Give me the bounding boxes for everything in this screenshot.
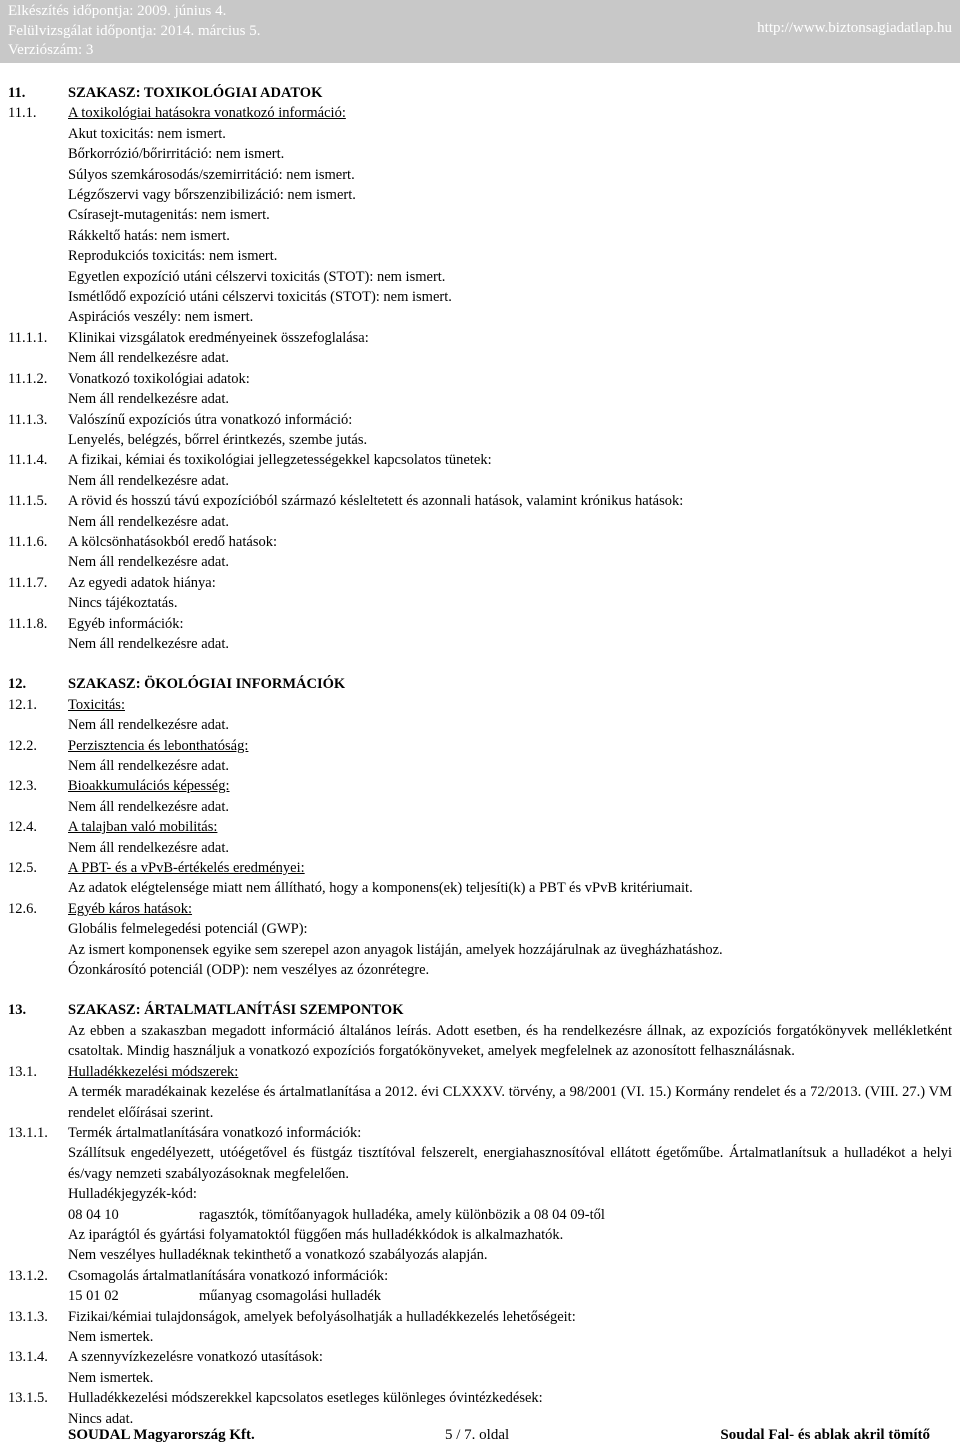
subsection-value: Nincs adat.	[68, 1410, 134, 1427]
tox-line: Ismétlődő expozíció utáni célszervi toxicitás (STOT): nem ismert.	[68, 289, 452, 306]
subsection-value: Nem áll rendelkezésre adat.	[68, 391, 230, 408]
subsection-value: Nem áll rendelkezésre adat.	[68, 839, 230, 856]
subsection-value: Nem áll rendelkezésre adat.	[68, 798, 230, 815]
section-11-1-heading: 11.1. A toxikológiai hatásokra vonatkozó információ:	[8, 105, 346, 122]
subsection-heading: 11.1.6. A kölcsönhatásokból eredő hatások:	[8, 533, 277, 550]
subsection-heading: 12.6. Egyéb káros hatások:	[8, 900, 193, 917]
subsection-value: Nem ismertek.	[68, 1328, 154, 1345]
subsection-value: Nem ismertek.	[68, 1369, 154, 1386]
tox-line: Légzőszervi vagy bőrszenzibilizáció: nem ismert.	[68, 187, 356, 204]
subsection-value: Az adatok elégtelensége miatt nem állítható, hogy a komponens(ek) teljesíti(k) a PBT és vPvB kritériumait.	[68, 880, 693, 897]
waste-note: Az iparágtól és gyártási folyamatoktól függően más hulladékkódok is alkalmazhatók.	[68, 1226, 564, 1243]
page-footer	[0, 1427, 960, 1447]
subsection-heading: 11.1.1. Klinikai vizsgálatok eredményeinek összefoglalása:	[8, 329, 369, 346]
tox-line: Súlyos szemkárosodás/szemirritáció: nem ismert.	[68, 166, 355, 183]
footer-page-number: 5 / 7. oldal	[445, 1427, 510, 1443]
waste-regulation-text: A termék maradékainak kezelése és ártalmatlanítása a 2012. évi CLXXXV. törvény, a 98/2001 (VI. 15.) Kormány rendelet és a 72/2013. (VIII. 27.) VM rendelet előírásai szerint.	[68, 1084, 952, 1121]
tox-line: Egyetlen expozíció utáni célszervi toxicitás (STOT): nem ismert.	[68, 268, 446, 285]
section-13-heading: 13. SZAKASZ: ÁRTALMATLANÍTÁSI SZEMPONTOK	[8, 1002, 404, 1019]
subsection-heading: 13.1.3. Fizikai/kémiai tulajdonságok, amelyek befolyásolhatják a hulladékkezelés lehetőségeit:	[8, 1308, 576, 1325]
subsection-value: Nem áll rendelkezésre adat.	[68, 758, 230, 774]
subsection-heading: 13.1.2. Csomagolás ártalmatlanítására vonatkozó információk:	[8, 1267, 389, 1284]
subsection-value: Nem áll rendelkezésre adat.	[68, 717, 230, 734]
subsection-heading: 12.5. A PBT- és a vPvB-értékelés eredményei:	[8, 860, 305, 877]
packaging-code: 15 01 02	[68, 1288, 119, 1305]
subsection-heading: 12.2. Perzisztencia és lebonthatóság:	[8, 737, 249, 754]
tox-line: Reprodukciós toxicitás: nem ismert.	[68, 248, 278, 265]
waste-code-row	[68, 1205, 952, 1225]
revised-date: Felülvizsgálat időpontja: 2014. március 5.	[8, 22, 261, 39]
waste-note: Nem veszélyes hulladéknak tekinthető a vonatkozó szabályozás alapján.	[68, 1247, 488, 1264]
tox-line: Bőrkorrózió/bőrirritáció: nem ismert.	[68, 146, 285, 163]
waste-code: 08 04 10	[68, 1206, 119, 1223]
subsection-value: Nem áll rendelkezésre adat.	[68, 554, 230, 571]
section-11-heading: 11. SZAKASZ: TOXIKOLÓGIAI ADATOK	[8, 85, 323, 101]
subsection-heading: 11.1.5. A rövid és hosszú távú expozícióból származó késleltetett és azonnali hatások, valamint krónikus hatások:	[8, 493, 684, 510]
subsection-heading: 11.1.2. Vonatkozó toxikológiai adatok:	[8, 370, 250, 387]
tox-line: Aspirációs veszély: nem ismert.	[68, 309, 254, 326]
created-date: Elkészítés időpontja: 2009. június 4.	[8, 3, 227, 19]
footer-company: SOUDAL Magyarország Kft.	[68, 1427, 255, 1443]
header-url[interactable]: http://www.biztonsagiadatlap.hu	[757, 20, 952, 36]
subsection-heading: 11.1.7. Az egyedi adatok hiánya:	[8, 574, 216, 591]
footer-product: Soudal Fal- és ablak akril tömítő	[720, 1427, 930, 1443]
gwp-line: Globális felmelegedési potenciál (GWP):	[68, 921, 308, 938]
subsection-heading: 13.1.4. A szennyvízkezelésre vonatkozó utasítások:	[8, 1349, 323, 1366]
subsection-heading: 13.1.5. Hulladékkezelési módszerekkel kapcsolatos esetleges különleges óvintézkedések:	[8, 1390, 543, 1407]
packaging-code-desc: műanyag csomagolási hulladék	[199, 1288, 382, 1305]
tox-line: Csírasejt-mutagenitás: nem ismert.	[68, 207, 270, 224]
subsection-heading: 12.1. Toxicitás:	[8, 696, 125, 713]
document-body	[0, 83, 960, 1429]
subsection-value: Nem áll rendelkezésre adat.	[68, 350, 230, 367]
subsection-heading: 13.1.1. Termék ártalmatlanítására vonatkozó információk:	[8, 1124, 362, 1141]
product-disposal-text: Szállítsuk engedélyezett, utóégetővel és füstgáz tisztítóval felszerelt, energiahasznosítóval ellátott égetőműbe. Ártalmatlanítsuk a hulladékot a helyi és/vagy nemzeti szabályozásoknak megfelelően.	[68, 1145, 952, 1182]
tox-line: Akut toxicitás: nem ismert.	[68, 125, 226, 142]
header-info	[8, 2, 260, 61]
subsection-heading: 11.1.3. Valószínű expozíciós útra vonatkozó információ:	[8, 411, 353, 428]
packaging-code-row	[68, 1286, 952, 1306]
section-13-intro: Az ebben a szakaszban megadott információ általános leírás. Adott esetben, és ha rendelkezésre állnak, az expozíciós forgatókönyvek mellékletként csatoltak. Mindig használjuk a vonatkozó expozíciós forgatókönyveket, amelyek megfelelnek az azonosított felhasználásnak.	[68, 1022, 952, 1060]
gwp-line: Az ismert komponensek egyike sem szerepel azon anyagok listáján, amelyek hozzájárulnak az üvegházhatáshoz.	[68, 941, 723, 958]
odp-line: Ózonkárosító potenciál (ODP): nem veszélyes az ózonrétegre.	[68, 962, 430, 979]
waste-code-label: Hulladékjegyzék-kód:	[68, 1186, 197, 1203]
waste-code-desc: ragasztók, tömítőanyagok hulladéka, amely különbözik a 08 04 09-től	[199, 1206, 605, 1223]
subsection-value: Nincs tájékoztatás.	[68, 595, 178, 612]
subsection-heading: 12.4. A talajban való mobilitás:	[8, 819, 218, 836]
page-header	[0, 0, 960, 63]
subsection-heading: 11.1.8. Egyéb információk:	[8, 615, 184, 632]
subsection-value: Nem áll rendelkezésre adat.	[68, 635, 230, 652]
tox-line: Rákkeltő hatás: nem ismert.	[68, 227, 230, 244]
version-number: Verziószám: 3	[8, 42, 94, 58]
subsection-value: Lenyelés, belégzés, bőrrel érintkezés, szembe jutás.	[68, 431, 368, 448]
subsection-heading: 13.1. Hulladékkezelési módszerek:	[8, 1063, 239, 1080]
subsection-heading: 11.1.4. A fizikai, kémiai és toxikológiai jellegzetességekkel kapcsolatos tünetek:	[8, 452, 492, 469]
section-12-heading: 12. SZAKASZ: ÖKOLÓGIAI INFORMÁCIÓK	[8, 676, 346, 693]
subsection-heading: 12.3. Bioakkumulációs képesség:	[8, 778, 230, 795]
subsection-value: Nem áll rendelkezésre adat.	[68, 513, 230, 530]
subsection-value: Nem áll rendelkezésre adat.	[68, 472, 230, 489]
